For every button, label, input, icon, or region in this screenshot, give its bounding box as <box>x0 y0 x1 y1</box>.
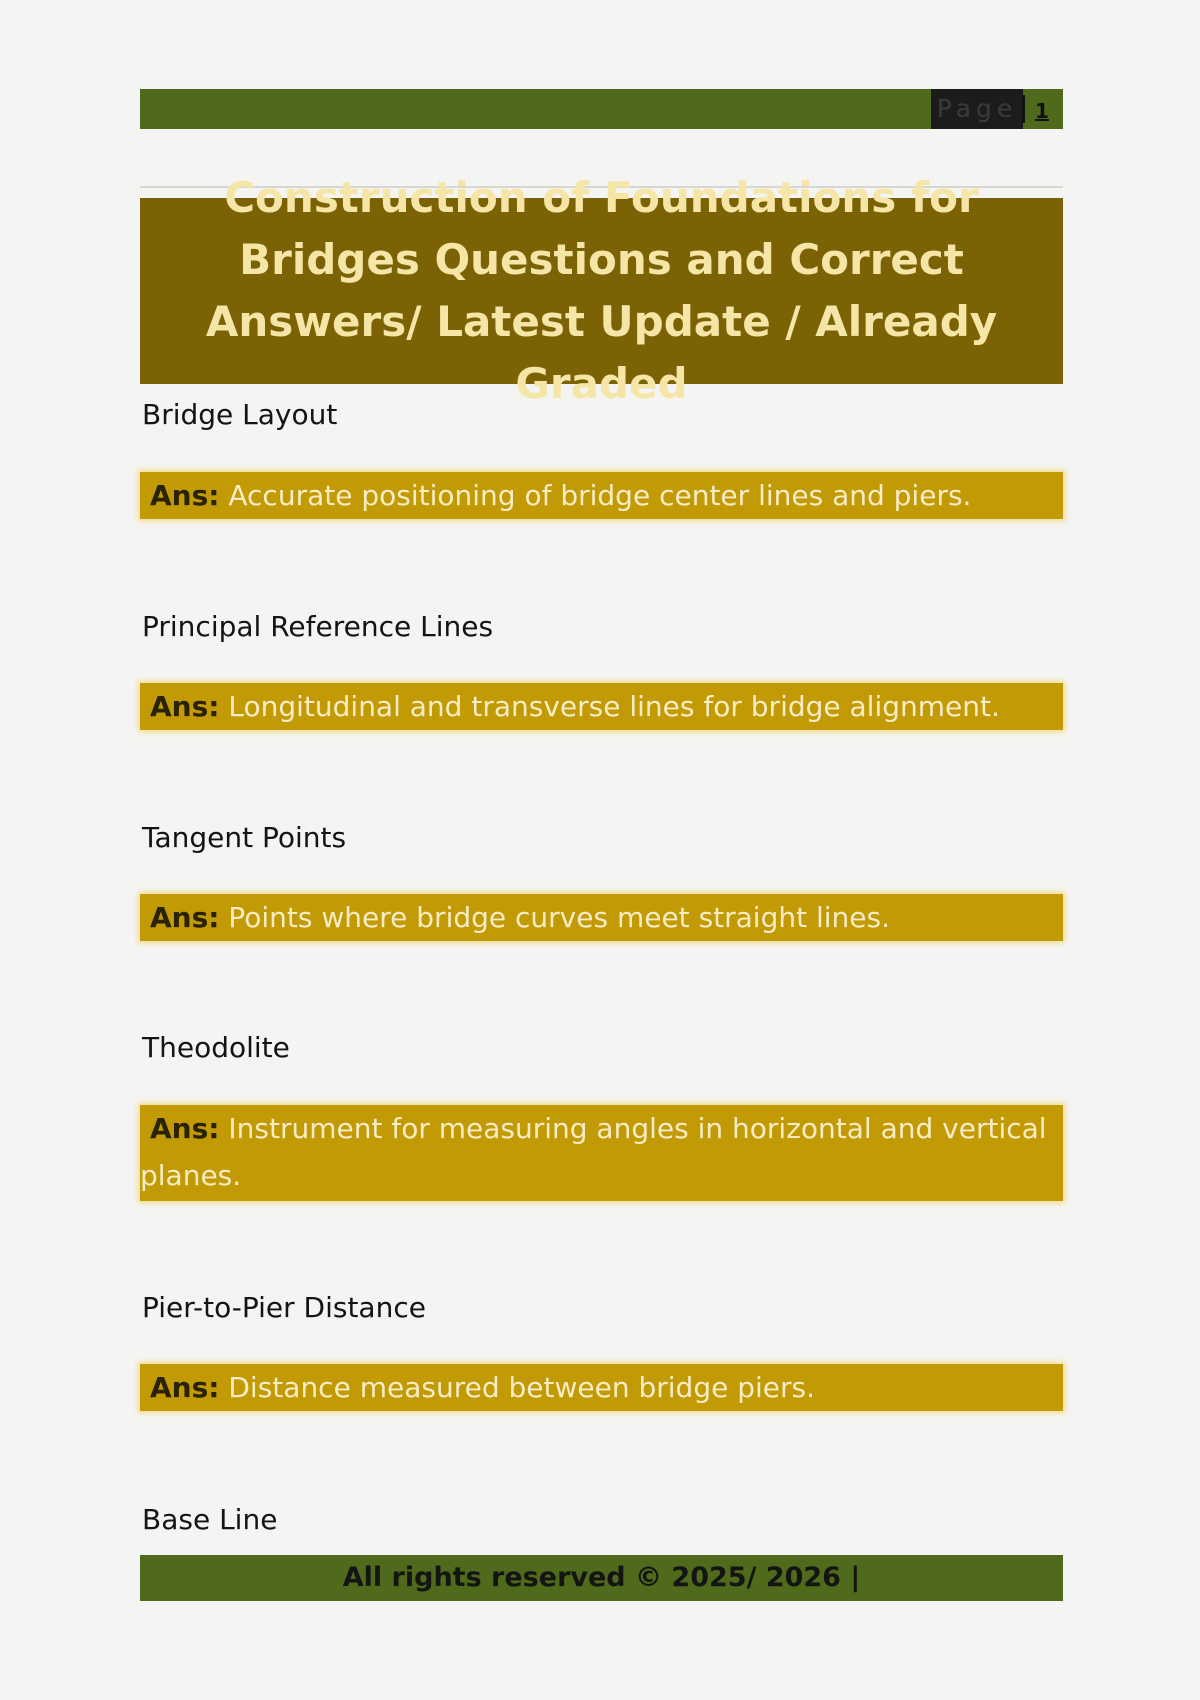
page-header-bar <box>140 89 1063 129</box>
answer-box <box>140 472 1063 519</box>
answer-text: Accurate positioning of bridge center lines and piers. <box>228 479 972 512</box>
question-text: Principal Reference Lines <box>142 610 494 643</box>
answer-text: Instrument for measuring angles in horizontal and vertical planes. <box>140 1112 1047 1192</box>
question-text: Bridge Layout <box>142 398 338 431</box>
footer-bar <box>140 1555 1063 1601</box>
answer-box <box>140 894 1063 941</box>
question-text: Theodolite <box>142 1031 290 1064</box>
answer-label: Ans: <box>150 901 220 934</box>
page-label: Page <box>931 89 1023 129</box>
question-text: Tangent Points <box>142 821 347 854</box>
document-title: Construction of Foundations for Bridges Questions and Correct Answers/ Latest Update / Already Graded <box>205 173 998 408</box>
answer-text: Longitudinal and transverse lines for bridge alignment. <box>228 690 1000 723</box>
answer-label: Ans: <box>150 479 220 512</box>
answer-box <box>140 683 1063 730</box>
page-number: 1 <box>1035 99 1049 123</box>
answer-label: Ans: <box>150 690 220 723</box>
answer-text: Points where bridge curves meet straight lines. <box>228 901 890 934</box>
answer-label: Ans: <box>150 1112 220 1145</box>
answer-box <box>140 1105 1063 1201</box>
question-text: Base Line <box>142 1503 278 1536</box>
answer-text: Distance measured between bridge piers. <box>228 1371 815 1404</box>
title-banner <box>140 173 1063 408</box>
question-text: Pier-to-Pier Distance <box>142 1291 426 1324</box>
copyright-text: All rights reserved © 2025/ 2026 | <box>342 1562 861 1593</box>
answer-label: Ans: <box>150 1371 220 1404</box>
answer-box <box>140 1364 1063 1411</box>
